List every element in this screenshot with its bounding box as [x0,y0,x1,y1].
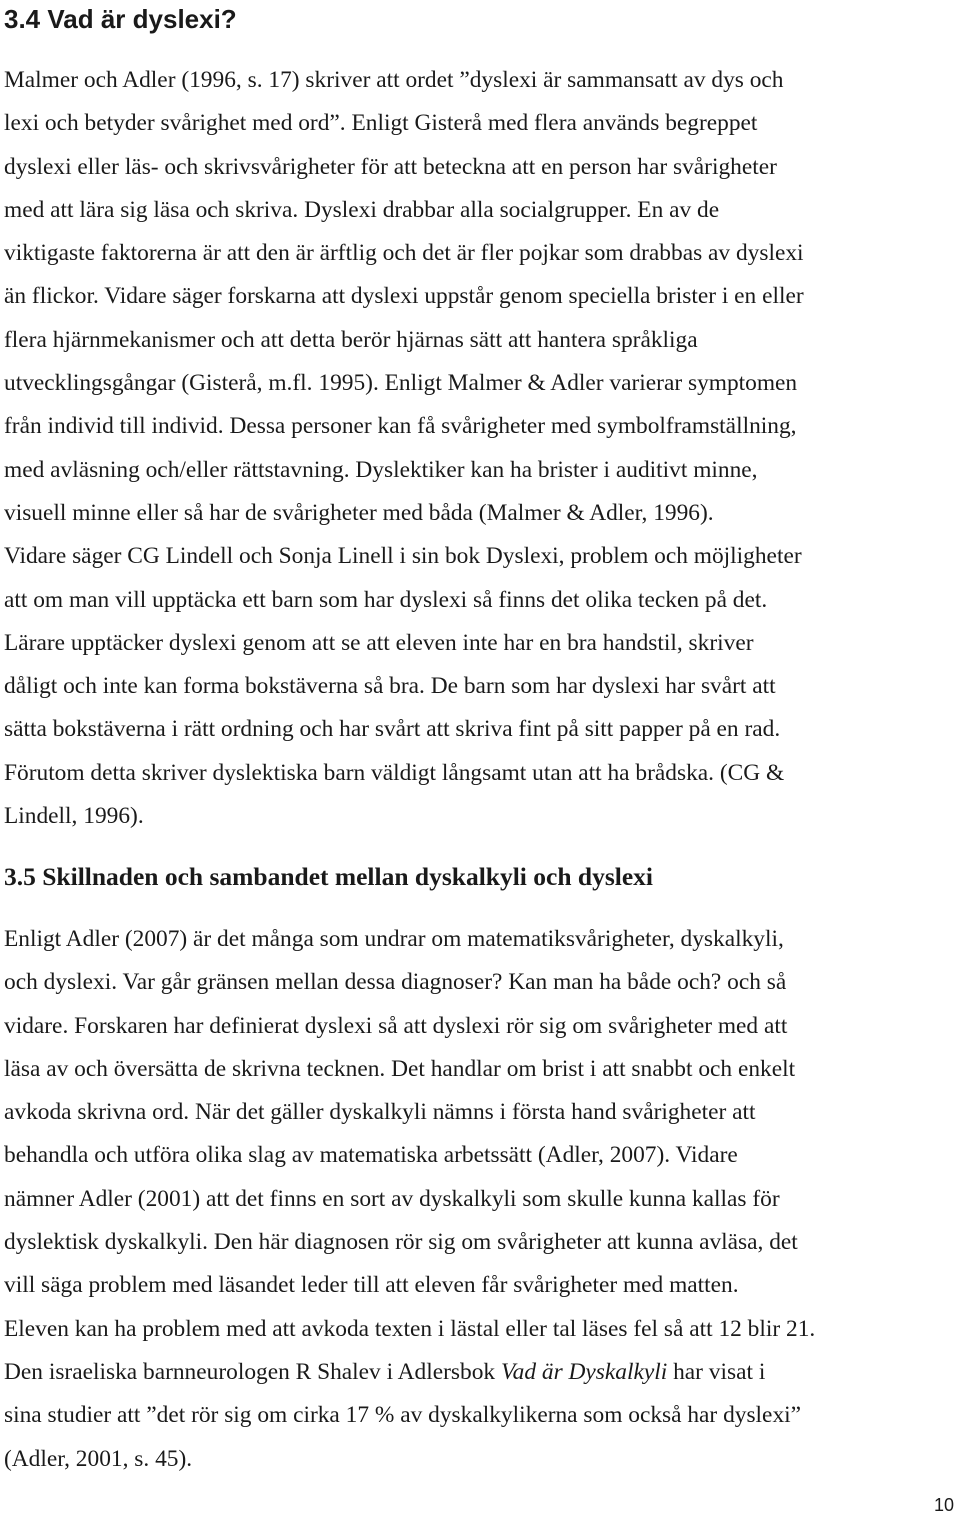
text-line: att om man vill upptäcka ett barn som har dyslexi så finns det olika tecken på det. [4,586,768,613]
text-line [4,1351,815,1394]
text-line: nämner Adler (2001) att det finns en sort av dyskalkyli som skulle kunna kallas för [4,1185,780,1212]
section-heading-3-5: 3.5 Skillnaden och sambandet mellan dyskalkyli och dyslexi [4,862,653,891]
text-line: visuell minne eller så har de svårigheter med båda (Malmer & Adler, 1996). [4,499,714,526]
text-line: Enligt Adler (2007) är det många som undrar om matematiksvårigheter, dyskalkyli, [4,926,784,952]
text-line: vidare. Forskaren har definierat dyslexi så att dyslexi rör sig om svårigheter med att [4,1012,788,1039]
text-segment: har visat i [667,1358,766,1385]
text-line: dyslexi eller läs- och skrivsvårigheter för att beteckna att en person har svårigheter [4,153,777,180]
text-line: sina studier att ”det rör sig om cirka 17 % av dyskalkylikerna som också har dyslexi” [4,1402,802,1429]
section-heading-3-4: 3.4 Vad är dyslexi? [4,4,237,34]
text-line: vill säga problem med läsandet leder till att eleven får svårigheter med matten. [4,1272,739,1299]
text-line: utvecklingsgångar (Gisterå, m.fl. 1995). Enligt Malmer & Adler varierar symptomen [4,370,798,397]
text-line: Lärare upptäcker dyslexi genom att se att eleven inte har en bra handstil, skriver [4,629,754,656]
text-line: avkoda skrivna ord. När det gäller dyskalkyli nämns i första hand svårigheter att [4,1099,756,1126]
text-line: Eleven kan ha problem med att avkoda texten i lästal eller tal läses fel så att 12 blir 21. [4,1315,816,1342]
text-line: Lindell, 1996). [4,803,144,830]
text-line: Malmer och Adler (1996, s. 17) skriver att ordet ”dyslexi är sammansatt av dys och [4,67,784,93]
text-line: dåligt och inte kan forma bokstäverna så bra. De barn som har dyslexi har svårt att [4,673,776,700]
text-line: sätta bokstäverna i rätt ordning och har svårt att skriva fint på sitt papper på en rad. [4,716,781,743]
text-line: med avläsning och/eller rättstavning. Dyslektiker kan ha brister i auditivt minne, [4,456,758,483]
text-line: flera hjärnmekanismer och att detta berör hjärnas sätt att hantera språkliga [4,326,698,353]
text-line: behandla och utföra olika slag av matematiska arbetssätt (Adler, 2007). Vidare [4,1142,738,1169]
text-line: med att lära sig läsa och skriva. Dyslexi drabbar alla socialgrupper. En av de [4,196,720,223]
paragraph-dyscalculia-and-dyslexia [4,918,815,1481]
text-line: än flickor. Vidare säger forskarna att dyslexi uppstår genom speciella brister i en eller [4,283,804,310]
page-number: 10 [933,1495,954,1515]
paragraph-what-is-dyslexia [4,59,804,838]
book-title: Vad är Dyskalkyli [500,1358,668,1385]
text-line: lexi och betyder svårighet med ord”. Enligt Gisterå med flera används begreppet [4,110,758,137]
text-line: och dyslexi. Var går gränsen mellan dessa diagnoser? Kan man ha både och? och så [4,969,787,996]
text-line: Förutom detta skriver dyslektiska barn väldigt långsamt utan att ha brådska. (CG & [4,759,785,786]
text-line: läsa av och översätta de skrivna tecknen. Det handlar om brist i att snabbt och enkelt [4,1055,796,1082]
text-segment: Den israeliska barnneurologen R Shalev i Adlersbok [4,1358,501,1385]
text-line: Vidare säger CG Lindell och Sonja Linell i sin bok Dyslexi, problem och möjligheter [4,543,802,570]
text-line: viktigaste faktorerna är att den är ärftlig och det är fler pojkar som drabbas av dyslexi [4,240,804,267]
text-line: dyslektisk dyskalkyli. Den här diagnosen rör sig om svårigheter att kunna avläsa, det [4,1229,798,1256]
text-line: från individ till individ. Dessa personer kan få svårigheter med symbolframställning, [4,413,797,440]
text-line: (Adler, 2001, s. 45). [4,1445,193,1472]
